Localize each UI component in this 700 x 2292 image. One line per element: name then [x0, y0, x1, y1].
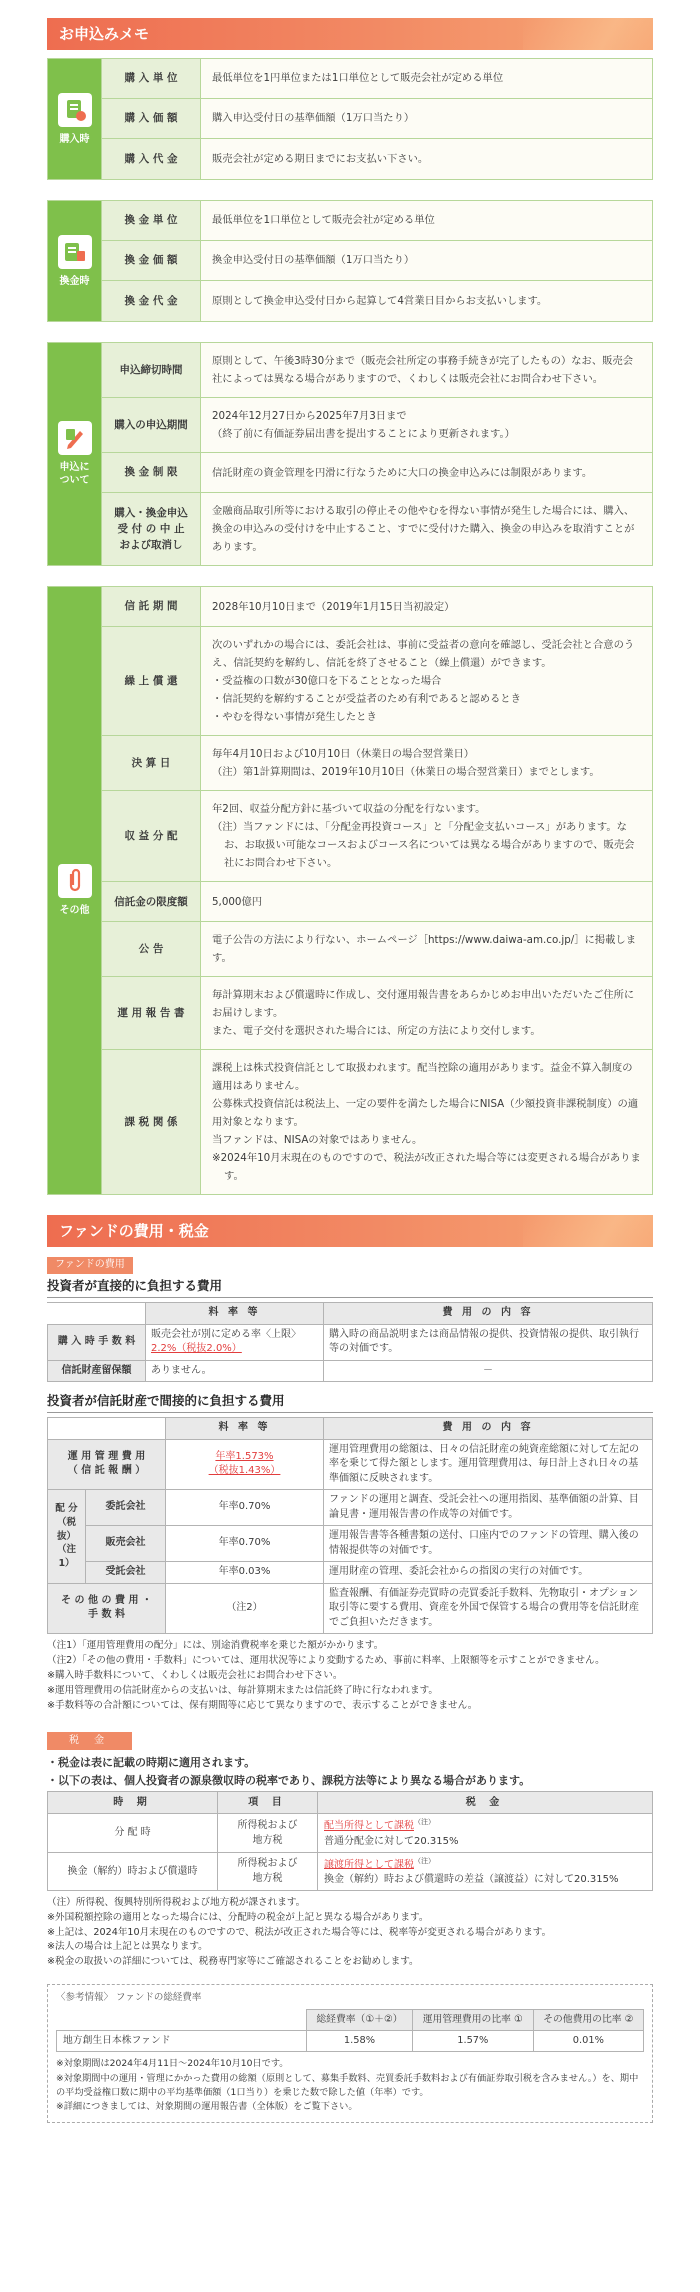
reference-notes: ※対象期間は2024年4月11日～2024年10月10日です。 ※対象期間中の運用・管理にかかった費用の総額（原則として、募集手数料、売買委託手数料および有価証券取引税を含みません。）を、期中の平均受益権口数に期中の平均基準価額（1口当り）を乗じた数で除した値（年率）です。 ※詳細につきましては、対象期間の運用報告書（全体版）をご覧下さい。	[56, 2058, 639, 2113]
memo-title: お申込みメモ	[47, 18, 653, 50]
label: 購 入 単 位	[102, 59, 201, 98]
fees-title: ファンドの費用・税金	[47, 1215, 653, 1247]
pen-icon	[58, 421, 92, 455]
label: 換 金 価 額	[102, 241, 201, 280]
purchase-side: 購入時	[48, 59, 101, 179]
tax-table: 時 期 項 目 税 金 分 配 時 所得税および 地方税 配当所得として課税$^{(注)}$ 普通分配金に対して20.315% 換金（解約）時および償還時 所得税および 地方税 譲渡所得として課税$^{(注)}$ 換金（解約）時および償還時の差益（譲渡益）に対して20.315%	[47, 1791, 653, 1891]
purchase-block	[47, 58, 653, 180]
value: 最低単位を1円単位または1口単位として販売会社が定める単位	[201, 59, 652, 98]
tax-tag: 税 金	[47, 1732, 132, 1751]
label: 購 入 価 額	[102, 99, 201, 138]
value: 5,000億円	[201, 882, 652, 921]
purchase-icon	[58, 93, 92, 127]
value: 信託財産の資金管理を円滑に行なうために大口の換金申込みには制限があります。	[201, 453, 652, 492]
label: 購入の申込期間	[102, 398, 201, 452]
fee-notes: （注1）「運用管理費用の配分」には、別途消費税率を乗じた額がかかります。 （注2）「その他の費用・手数料」については、運用状況等により変動するため、事前に料率、上限額等を示すことができません。 ※購入時手数料について、くわしくは販売会社にお問合わせ下さい。 ※運用管理費用の信託財産からの支払いは、毎計算期末または信託終了時に行なわれます。 ※手数料等の合計額については、保有期間等に応じて異なりますので、表示することができません。	[47, 1640, 605, 1711]
other-side: その他	[48, 587, 101, 1194]
label: 信託金の限度額	[102, 882, 201, 921]
label: 公 告	[102, 922, 201, 976]
clip-icon	[58, 864, 92, 898]
value: 毎計算期末および償還時に作成し、交付運用報告書をあらかじめお申出いただいたご住所にお届けします。 また、電子交付を選択された場合には、所定の方法により交付します。	[201, 977, 652, 1049]
exchange-block	[47, 200, 653, 322]
value: 換金申込受付日の基準価額（1万口当たり）	[201, 241, 652, 280]
label: 収 益 分 配	[102, 791, 201, 881]
label: 購 入 代 金	[102, 139, 201, 179]
label: 換 金 単 位	[102, 201, 201, 240]
reference-title: 〈参考情報〉 ファンドの総経費率	[56, 1992, 202, 2004]
reference-box	[47, 1984, 653, 2123]
value: 年2回、収益分配方針に基づいて収益の分配を行ないます。 （注）当ファンドには、「分配金再投資コース」と「分配金支払いコース」があります。なお、お取扱い可能なコースおよびコース名については異なる場合がありますので、販売会社にお問合わせ下さい。	[201, 791, 652, 881]
tax-bullet-2: ・以下の表は、個人投資者の源泉徴収時の税率であり、課税方法等により異なる場合があります。	[47, 1773, 531, 1787]
apply-side: 申込に ついて	[48, 343, 101, 565]
label: 課 税 関 係	[102, 1050, 201, 1194]
direct-heading: 投資者が直接的に負担する費用	[47, 1277, 653, 1298]
value: 購入申込受付日の基準価額（1万口当たり）	[201, 99, 652, 138]
label: 申込締切時間	[102, 343, 201, 397]
other-block	[47, 586, 653, 1195]
tax-notes: （注）所得税、復興特別所得税および地方税が課されます。 ※外国税額控除の適用となった場合には、分配時の税金が上記と異なる場合があります。 ※上記は、2024年10月末現在のものですので、税法が改正された場合等には、税率等が変更される場合があります。 ※法人の場合は上記とは異なります。 ※税金の取扱いの詳細については、税務専門家等にご確認されることをお勧めします。	[47, 1896, 552, 1968]
value: 課税上は株式投資信託として取扱われます。配当控除の適用があります。益金不算入制度の適用はありません。 公募株式投資信託は税法上、一定の要件を満たした場合にNISA（少額投資非課税制度）の適用対象となります。 当ファンドは、NISAの対象ではありません。 ※2024年10月末現在のものですので、税法が改正された場合等には変更される場合があります。	[201, 1050, 652, 1194]
label: 換 金 代 金	[102, 281, 201, 321]
value: 販売会社が定める期日までにお支払い下さい。	[201, 139, 652, 179]
indirect-fee-table: 料 率 等 費 用 の 内 容 運 用 管 理 費 用 （ 信 託 報 酬 ） 年率1.573% （税抜1.43%） 運用管理費用の総額は、日々の信託財産の純資産総額に対して左記の率を乗じて得た額とします。運用管理費用は、毎日計上され日々の基準価額に反映されます。 配 分 （税抜） （注1） 委託会社 年率0.70% ファンドの運用と調査、受託会社への運用指図、基準価額の計算、目論見書・運用報告書の作成等の対価です。 販売会社 年率0.70% 運用報告書等各種書類の送付、口座内でのファンドの管理、購入後の情報提供等の対価です。 受託会社 年率0.03% 運用財産の管理、委託会社からの指図の実行の対価です。 そ の 他 の 費 用 ・ 手 数 料 （注2） 監査報酬、有価証券売買時の売買委託手数料、先物取引・オプション取引等に要する費用、資産を外国で保管する場合の費用等を信託財産でご負担いただきます。	[47, 1417, 653, 1634]
exchange-side: 換金時	[48, 201, 101, 321]
label: 繰 上 償 還	[102, 627, 201, 735]
label: 信 託 期 間	[102, 587, 201, 626]
label: 決 算 日	[102, 736, 201, 790]
indirect-heading: 投資者が信託財産で間接的に負担する費用	[47, 1392, 653, 1413]
direct-fee-table: 料 率 等 費 用 の 内 容 購 入 時 手 数 料 販売会社が別に定める率〈上限〉 2.2%（税抜2.0%） 購入時の商品説明または商品情報の提供、投資情報の提供、取引執行等の対価です。 信託財産留保額 ありません。 －	[47, 1302, 653, 1382]
value: 原則として換金申込受付日から起算して4営業日目からお支払いします。	[201, 281, 652, 321]
value: 2024年12月27日から2025年7月3日まで （終了前に有価証券届出書を提出することにより更新されます。）	[201, 398, 652, 452]
label: 運 用 報 告 書	[102, 977, 201, 1049]
value: 毎年4月10日および10月10日（休業日の場合翌営業日） （注）第1計算期間は、2019年10月10日（休業日の場合翌営業日）までとします。	[201, 736, 652, 790]
expense-ratio-table: 総経費率（①＋②） 運用管理費用の比率 ① その他費用の比率 ② 地方創生日本株ファンド 1.58% 1.57% 0.01%	[56, 2009, 644, 2052]
apply-block	[47, 342, 653, 566]
value: 次のいずれかの場合には、委託会社は、事前に受益者の意向を確認し、受託会社と合意のうえ、信託契約を解約し、信託を終了させること（繰上償還）ができます。 ・受益権の口数が30億口を下ることとなった場合 ・信託契約を解約することが受益者のため有利であると認めるとき ・やむを得ない事情が発生したとき	[201, 627, 652, 735]
label: 購入・換金申込 受 付 の 中 止 および取消し	[102, 493, 201, 565]
label: 換 金 制 限	[102, 453, 201, 492]
value: 電子公告の方法により行ない、ホームページ［https://www.daiwa-am.co.jp/］に掲載します。	[201, 922, 652, 976]
exchange-icon	[58, 235, 92, 269]
value: 原則として、午後3時30分まで（販売会社所定の事務手続きが完了したもの）なお、販売会社によっては異なる場合がありますので、くわしくは販売会社にお問合わせ下さい。	[201, 343, 652, 397]
fees-tag: ファンドの費用	[47, 1257, 133, 1274]
value: 2028年10月10日まで（2019年1月15日当初設定）	[201, 587, 652, 626]
value: 最低単位を1口単位として販売会社が定める単位	[201, 201, 652, 240]
value: 金融商品取引所等における取引の停止その他やむを得ない事情が発生した場合には、購入、換金の申込みの受付けを中止すること、すでに受付けた購入、換金の申込みを取消すことがあります。	[201, 493, 652, 565]
tax-bullet-1: ・税金は表に記載の時期に適用されます。	[47, 1756, 256, 1770]
